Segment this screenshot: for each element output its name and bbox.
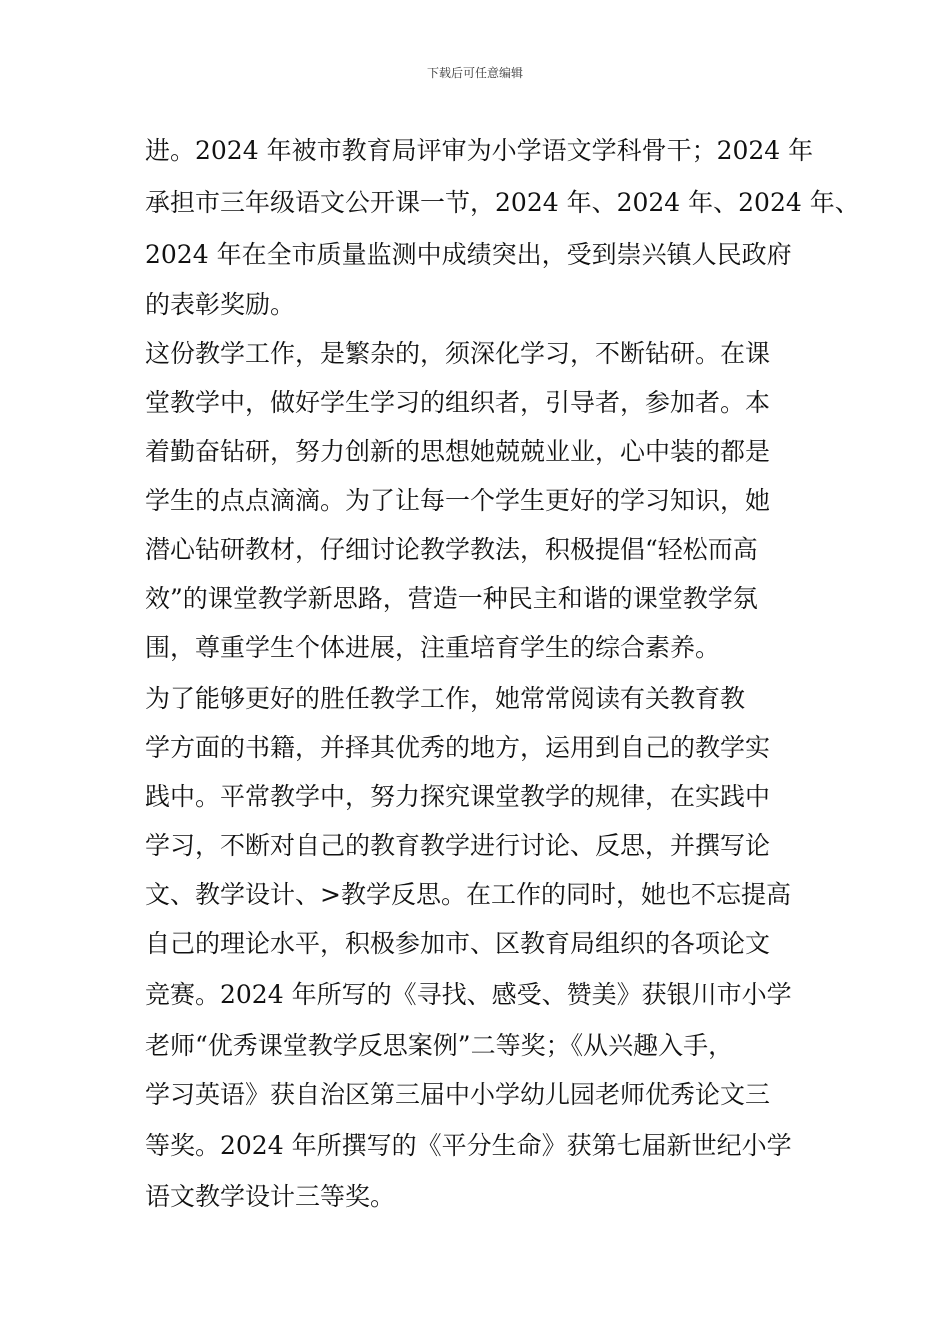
text-line: 自己的理论水平，积极参加市、区教育局组织的各项论文 xyxy=(145,929,771,958)
text-line: 的表彰奖励。 xyxy=(145,290,296,319)
page-header: 下载后可任意编辑 xyxy=(426,66,523,80)
text-line: 等奖。2024 年所撰写的《平分生命》获第七届新世纪小学 xyxy=(145,1131,792,1160)
text-line: 学习英语》获自治区第三届中小学幼儿园老师优秀论文三 xyxy=(145,1080,771,1109)
text-line: 竞赛。2024 年所写的《寻找、感受、赞美》获银川市小学 xyxy=(145,980,792,1009)
text-line: 这份教学工作，是繁杂的，须深化学习，不断钻研。在课 xyxy=(145,339,771,368)
text-line: 为了能够更好的胜任教学工作，她常常阅读有关教育教 xyxy=(145,684,746,713)
text-line: 围，尊重学生个体进展，注重培育学生的综合素养。 xyxy=(145,633,721,662)
text-line: 学习，不断对自己的教育教学进行讨论、反思，并撰写论 xyxy=(145,831,771,860)
text-line: 2024 年在全市质量监测中成绩突出，受到崇兴镇人民政府 xyxy=(145,240,792,269)
text-line: 承担市三年级语文公开课一节，2024 年、2024 年、2024 年、 xyxy=(145,188,860,217)
text-line: 文、教学设计、>教学反思。在工作的同时，她也不忘提高 xyxy=(145,880,791,909)
text-line: 学生的点点滴滴。为了让每一个学生更好的学习知识，她 xyxy=(145,486,771,515)
text-line: 践中。平常教学中，努力探究课堂教学的规律，在实践中 xyxy=(145,782,771,811)
text-line: 学方面的书籍，并择其优秀的地方，运用到自己的教学实 xyxy=(145,733,771,762)
text-line: 着勤奋钻研，努力创新的思想她兢兢业业，心中装的都是 xyxy=(145,437,771,466)
text-line: 堂教学中，做好学生学习的组织者，引导者，参加者。本 xyxy=(145,388,771,417)
text-line: 效”的课堂教学新思路，营造一种民主和谐的课堂教学氛 xyxy=(145,584,758,613)
text-line: 语文教学设计三等奖。 xyxy=(145,1182,396,1211)
text-line: 进。2024 年被市教育局评审为小学语文学科骨干；2024 年 xyxy=(145,136,814,165)
text-line: 老师“优秀课堂教学反思案例”二等奖；《从兴趣入手， xyxy=(145,1031,734,1060)
text-line: 潜心钻研教材，仔细讨论教学教法，积极提倡“轻松而高 xyxy=(145,535,758,564)
